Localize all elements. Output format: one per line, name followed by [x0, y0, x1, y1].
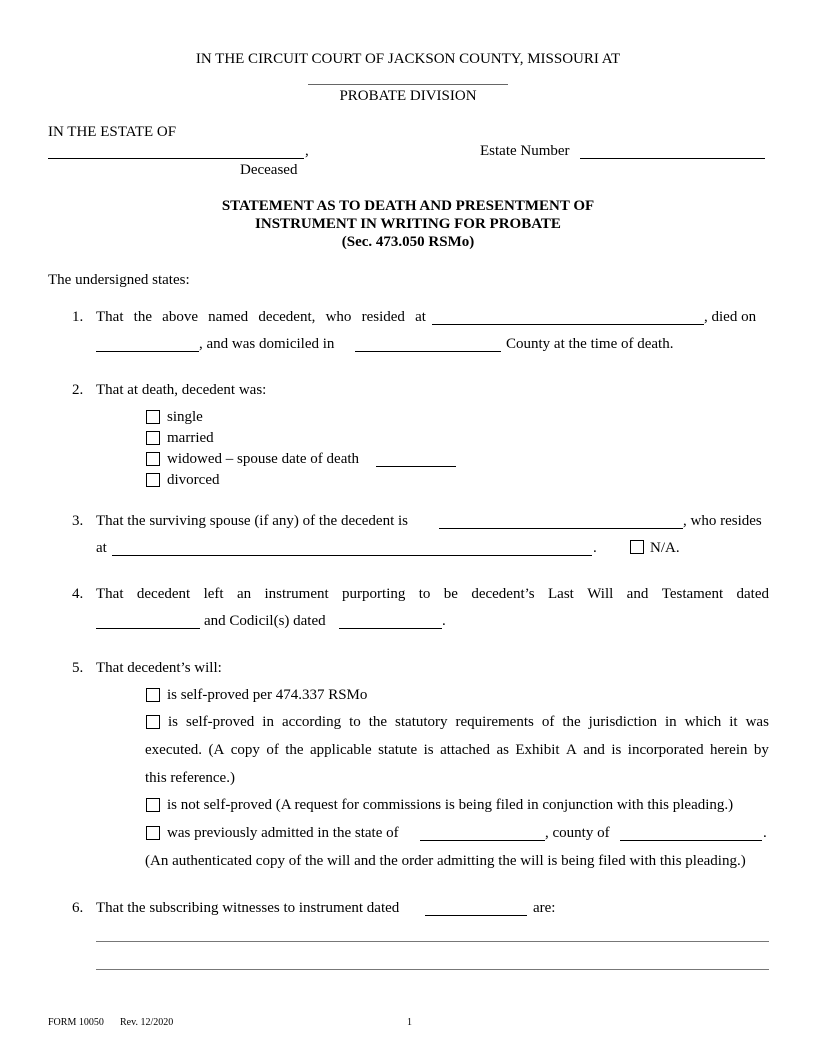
item4-word: instrument [264, 586, 329, 602]
document-title-line1: STATEMENT AS TO DEATH AND PRESENTMENT OF [221, 198, 595, 214]
married-label: married [167, 430, 214, 446]
item4-word: dated [736, 586, 769, 602]
spouse-name-blank[interactable] [439, 528, 683, 529]
page-number: 1 [407, 1017, 412, 1028]
item1-word: That [96, 309, 124, 325]
decedent-name-blank[interactable] [48, 158, 304, 159]
opt2-word: was [745, 714, 769, 730]
widowed-checkbox[interactable] [146, 452, 160, 466]
item4-word: decedent’s [471, 586, 535, 602]
item4-word: left [203, 586, 224, 602]
item1-died-on: , died on [704, 309, 757, 325]
opt2-word: of [266, 742, 279, 758]
caption-comma: , [305, 143, 309, 159]
self-proved-other-line1 [168, 713, 769, 731]
item1-word: above [162, 309, 198, 325]
opt2-word: attached [440, 742, 491, 758]
spouse-death-date-blank[interactable] [376, 466, 456, 467]
previously-admitted-label: was previously admitted in the state of [167, 825, 399, 841]
opt2-word: requirements [455, 714, 534, 730]
na-checkbox[interactable] [630, 540, 644, 554]
item4-word: be [443, 586, 458, 602]
single-label: single [167, 409, 203, 425]
item3-period: . [593, 540, 597, 556]
will-date-blank[interactable] [96, 628, 200, 629]
document-title-line2: INSTRUMENT IN WRITING FOR PROBATE [255, 216, 561, 232]
estate-number-label: Estate Number [480, 143, 570, 159]
married-checkbox[interactable] [146, 431, 160, 445]
item6-number: 6. [72, 900, 84, 916]
divorced-checkbox[interactable] [146, 473, 160, 487]
na-label: N/A. [650, 540, 680, 556]
opt2-word: is [168, 714, 179, 730]
item4-period: . [442, 613, 446, 629]
item1-word: decedent, [258, 309, 316, 325]
item3-at: at [96, 540, 107, 556]
witness-line-1[interactable] [96, 941, 769, 942]
item1-county-time: County at the time of death. [506, 336, 674, 352]
self-proved-missouri-checkbox[interactable] [146, 688, 160, 702]
opt2-word: of [541, 714, 555, 730]
item1-word: at [415, 309, 426, 325]
residence-blank[interactable] [432, 324, 704, 325]
opt2-word: the [368, 714, 388, 730]
item4-word: an [236, 586, 252, 602]
opt4-period: . [763, 825, 767, 841]
opt2-word: in [262, 714, 274, 730]
item2-number: 2. [72, 382, 84, 398]
item4-text [96, 585, 769, 603]
item4-word: Last [548, 586, 574, 602]
admitted-county-blank[interactable] [620, 840, 762, 841]
item4-word: Testament [661, 586, 724, 602]
divorced-label: divorced [167, 472, 220, 488]
item4-word: to [418, 586, 431, 602]
item1-word: the [133, 309, 152, 325]
item3-text: That the surviving spouse (if any) of the decedent is [96, 513, 408, 529]
item3-who-resides: , who resides [683, 513, 762, 529]
opt2-word: executed. [145, 742, 203, 758]
deceased-label: Deceased [240, 162, 298, 178]
opt2-word: A [565, 742, 577, 758]
self-proved-other-line3: this reference.) [145, 770, 235, 786]
domicile-county-blank[interactable] [355, 351, 501, 352]
opt2-word: it [729, 714, 738, 730]
intro-text: The undersigned states: [48, 272, 190, 288]
item4-word: decedent [136, 586, 191, 602]
item1-word: who [325, 309, 352, 325]
opt2-word: applicable [310, 742, 372, 758]
item6-are: are: [533, 900, 556, 916]
self-proved-other-line2 [145, 741, 769, 759]
opt2-word: according [281, 714, 342, 730]
item4-word: That [96, 586, 124, 602]
opt2-word: jurisdiction [588, 714, 657, 730]
item4-word: purporting [342, 586, 406, 602]
witness-line-2[interactable] [96, 969, 769, 970]
estate-of-label: IN THE ESTATE OF [48, 124, 177, 140]
opt2-word: the [285, 742, 304, 758]
opt2-word: (A [208, 742, 225, 758]
item4-number: 4. [72, 586, 84, 602]
opt2-word: and [583, 742, 605, 758]
not-self-proved-label: is not self-proved (A request for commissions is being filed in conjunction with this pleading.) [167, 797, 734, 813]
date-of-death-blank[interactable] [96, 351, 199, 352]
opt2-word: in [664, 714, 677, 730]
item4-word: Will [587, 586, 614, 602]
item6-text: That the subscribing witnesses to instrument dated [96, 900, 400, 916]
opt2-word: is [611, 742, 622, 758]
opt2-word: is [423, 742, 434, 758]
previously-admitted-checkbox[interactable] [146, 826, 160, 840]
item1-domiciled: , and was domiciled in [199, 336, 335, 352]
opt2-word: the [562, 714, 581, 730]
item4-word: and [626, 586, 649, 602]
opt2-word: to [349, 714, 361, 730]
form-revision: Rev. 12/2020 [120, 1017, 174, 1028]
item1-word: resided [361, 309, 405, 325]
item3-number: 3. [72, 513, 84, 529]
opt2-word: Exhibit [515, 742, 560, 758]
county-of-label: , county of [545, 825, 610, 841]
opt2-word: statutory [395, 714, 448, 730]
codicil-date-blank[interactable] [339, 628, 442, 629]
item5-text: That decedent’s will: [96, 660, 222, 676]
opt2-word: statute [378, 742, 418, 758]
estate-number-blank[interactable] [580, 158, 765, 159]
statute-reference: (Sec. 473.050 RSMo) [341, 234, 475, 250]
county-blank-line[interactable] [308, 84, 508, 85]
opt2-word: which [684, 714, 722, 730]
opt2-word: as [496, 742, 509, 758]
item4-codicil-label: and Codicil(s) dated [204, 613, 326, 629]
item5-number: 5. [72, 660, 84, 676]
form-number: FORM 10050 [48, 1017, 104, 1028]
witness-instrument-date-blank[interactable] [425, 915, 527, 916]
spouse-address-blank[interactable] [112, 555, 592, 556]
opt2-word: herein [710, 742, 748, 758]
self-proved-missouri-label: is self-proved per 474.337 RSMo [167, 687, 368, 703]
not-self-proved-checkbox[interactable] [146, 798, 160, 812]
widowed-label: widowed – spouse date of death [167, 451, 360, 467]
item1-text [96, 308, 426, 326]
authenticated-copy-note: (An authenticated copy of the will and the order admitting the will is being filed with this pleading.) [145, 853, 746, 869]
opt2-word: incorporated [627, 742, 704, 758]
opt2-word: self-proved [186, 714, 255, 730]
court-title: IN THE CIRCUIT COURT OF JACKSON COUNTY, MISSOURI AT [195, 51, 621, 67]
division-title: PROBATE DIVISION [339, 88, 477, 104]
opt2-word: by [753, 742, 769, 758]
single-checkbox[interactable] [146, 410, 160, 424]
admitted-state-blank[interactable] [420, 840, 545, 841]
self-proved-other-jurisdiction-checkbox[interactable] [146, 715, 160, 729]
item2-text: That at death, decedent was: [96, 382, 267, 398]
opt2-word: copy [230, 742, 260, 758]
item1-number: 1. [72, 309, 84, 325]
item1-word: named [208, 309, 249, 325]
